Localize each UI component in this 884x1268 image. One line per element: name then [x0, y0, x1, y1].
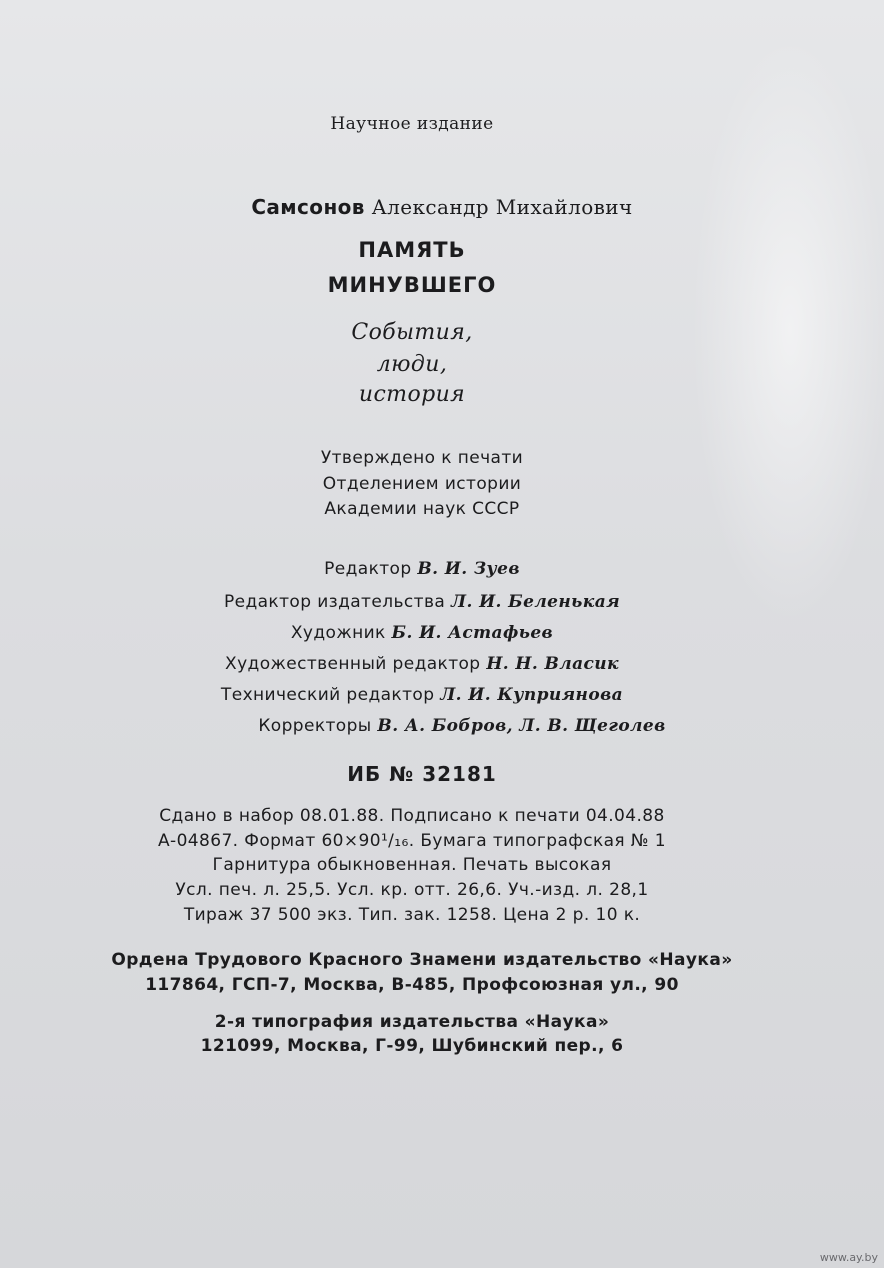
- approval-line-1: Утверждено к печати: [320, 448, 524, 468]
- subtitle-line-2: люди,: [376, 352, 448, 377]
- credit-artist: [0, 623, 864, 643]
- credit-editor: [0, 559, 864, 579]
- publisher-line-2: 117864, ГСП-7, Москва, В-485, Профсоюзная ул., 90: [145, 975, 679, 995]
- credit-name: Н. Н. Власик: [486, 654, 619, 674]
- approval-line-3: Академии наук СССР: [324, 499, 520, 519]
- credit-name: Б. И. Астафьев: [391, 623, 554, 643]
- printer-line-2: 121099, Москва, Г-99, Шубинский пер., 6: [200, 1036, 624, 1056]
- subtitle-line-1: События,: [351, 320, 473, 345]
- credit-art-editor: [0, 654, 864, 674]
- approval-line-2: Отделением истории: [322, 474, 522, 494]
- author-line: [0, 195, 884, 219]
- imprint-line-5: Тираж 37 500 экз. Тип. зак. 1258. Цена 2 р. 10 к.: [183, 905, 641, 925]
- credit-name: В. И. Зуев: [417, 559, 520, 579]
- credit-tech-editor: [0, 685, 864, 705]
- watermark: www.ay.by: [819, 1251, 878, 1264]
- title-line-2: МИНУВШЕГО: [327, 273, 497, 297]
- imprint-line-1: Сдано в набор 08.01.88. Подписано к печати 04.04.88: [159, 806, 665, 826]
- printer-line-1: 2-я типография издательства «Наука»: [214, 1012, 610, 1032]
- author-name: Александр Михайлович: [371, 195, 633, 219]
- credit-role: Корректоры: [258, 716, 372, 736]
- edition-type: Научное издание: [330, 114, 494, 134]
- credit-role: Редактор: [324, 559, 412, 579]
- imprint-line-2: А-04867. Формат 60×90¹/₁₆. Бумага типографская № 1: [158, 831, 666, 851]
- subtitle-line-3: история: [358, 382, 466, 407]
- imprint-line-3: Гарнитура обыкновенная. Печать высокая: [212, 855, 612, 875]
- credit-name: В. А. Бобров, Л. В. Щеголев: [377, 716, 666, 736]
- ib-number: ИБ № 32181: [347, 762, 497, 786]
- credit-publisher-editor: [0, 592, 864, 612]
- author-surname: Самсонов: [251, 195, 365, 219]
- publisher-line-1: Ордена Трудового Красного Знамени издательство «Наука»: [111, 950, 733, 970]
- imprint-line-4: Усл. печ. л. 25,5. Усл. кр. отт. 26,6. Уч.-изд. л. 28,1: [175, 880, 649, 900]
- credit-proofreaders: [20, 716, 884, 736]
- credit-role: Технический редактор: [220, 685, 435, 705]
- credit-role: Художественный редактор: [225, 654, 481, 674]
- credit-role: Редактор издательства: [223, 592, 446, 612]
- credit-name: Л. И. Беленькая: [451, 592, 621, 612]
- credit-name: Л. И. Куприянова: [440, 685, 624, 705]
- credit-role: Художник: [290, 623, 386, 643]
- title-line-1: ПАМЯТЬ: [358, 238, 466, 262]
